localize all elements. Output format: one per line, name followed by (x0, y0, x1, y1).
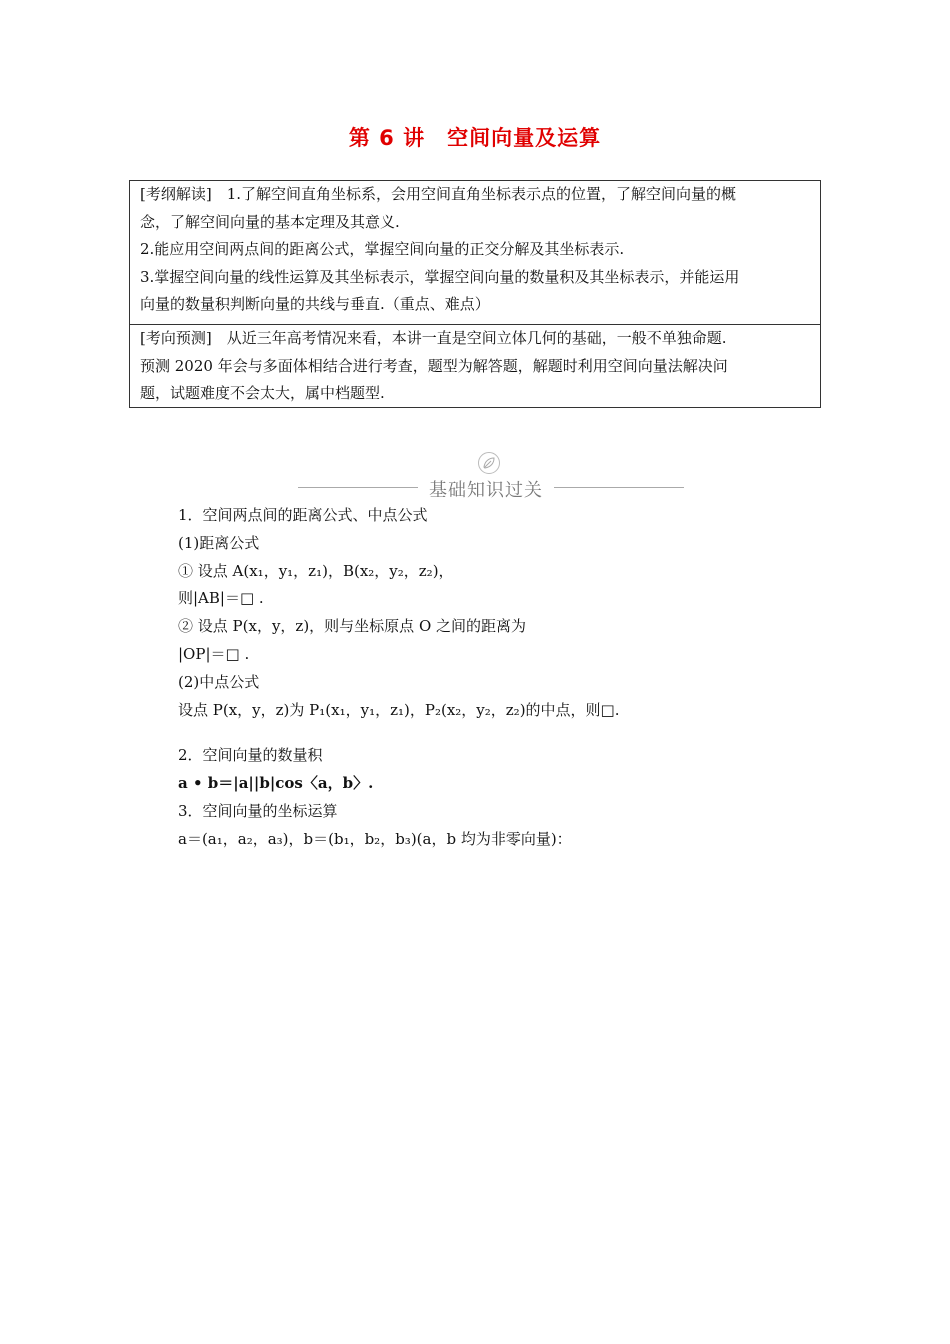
page-title: 第 6 讲 空间向量及运算 (348, 126, 602, 150)
content-line: 则|AB|＝□ . (178, 589, 264, 608)
content-line: ① 设点 A(x₁，y₁，z₁)，B(x₂，y₂，z₂)， (178, 561, 454, 580)
content-line: (2)中点公式 (178, 672, 260, 691)
syllabus-line: 3.掌握空间向量的线性运算及其坐标表示，掌握空间向量的数量积及其坐标表示，并能运用 (140, 267, 740, 286)
syllabus-line: 向量的数量积判断向量的共线与垂直.（重点、难点） (140, 295, 490, 313)
syllabus-section (130, 181, 820, 319)
divider-line-left (298, 487, 418, 488)
leaf-icon (478, 452, 500, 474)
knowledge-content (178, 502, 858, 854)
content-line: 1．空间两点间的距离公式、中点公式 (178, 506, 428, 524)
section-heading: 基础知识过关 (429, 480, 543, 501)
forecast-line: [考向预测] 从近三年高考情况来看，本讲一直是空间立体几何的基础，一般不单独命题. (140, 329, 727, 347)
section-divider (298, 452, 684, 502)
content-line: a＝(a₁，a₂，a₃)，b＝(b₁，b₂，b₃)(a，b 均为非零向量)： (178, 829, 572, 848)
syllabus-line: 念，了解空间向量的基本定理及其意义. (140, 212, 400, 231)
forecast-section (130, 324, 820, 408)
content-line: 3．空间向量的坐标运算 (178, 801, 338, 820)
content-line: 2．空间向量的数量积 (178, 746, 323, 765)
forecast-line: 题，试题难度不会太大，属中档题型. (140, 384, 385, 402)
divider-line-right (554, 487, 684, 488)
syllabus-box (129, 180, 821, 408)
content-line: (1)距离公式 (178, 533, 260, 552)
syllabus-line: [考纲解读] 1.了解空间直角坐标系，会用空间直角坐标表示点的位置，了解空间向量的概 (140, 185, 737, 203)
syllabus-line: 2.能应用空间两点间的距离公式，掌握空间向量的正交分解及其坐标表示. (140, 240, 625, 258)
content-line: a • b＝|a||b|cos〈a，b〉. (178, 774, 374, 793)
content-line: ② 设点 P(x，y，z)，则与坐标原点 O 之间的距离为 (178, 617, 527, 636)
content-line: 设点 P(x，y，z)为 P₁(x₁，y₁，z₁)，P₂(x₂，y₂，z₂)的中点，则□. (178, 700, 620, 719)
forecast-line: 预测 2020 年会与多面体相结合进行考查，题型为解答题，解题时利用空间向量法解决问 (140, 356, 728, 375)
content-line: |OP|＝□ . (178, 644, 250, 663)
